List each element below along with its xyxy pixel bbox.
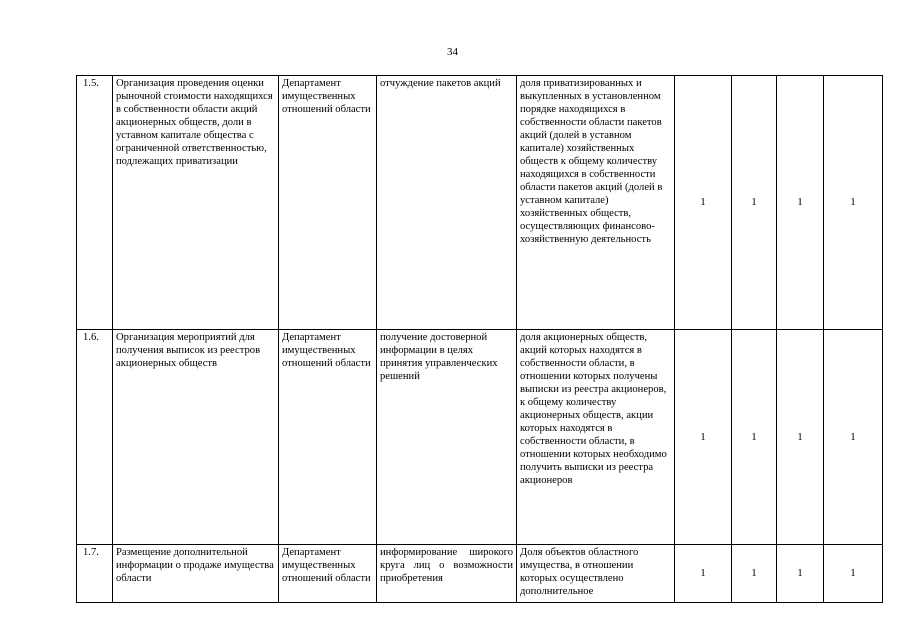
indicator-cell: доля приватизированных и выкупленных в установленном порядке находящихся в собственности области пакетов акций (долей в уставном капитале) хозяйственных обществ к общему количеству находящихся в собственности области пакетов акций (долей в уставном капитале) хозяйственных обществ, осуществляющих финансово-хозяйственную деятельность [517, 76, 675, 330]
page-number: 34 [447, 46, 458, 58]
value-cell: 1 [732, 545, 777, 603]
value-cell: 1 [675, 330, 732, 545]
value-cell: 1 [777, 545, 824, 603]
value-cell: 1 [777, 76, 824, 330]
row-number: 1.6. [77, 330, 113, 545]
table-row [77, 330, 883, 545]
table-row [77, 76, 883, 330]
row-number: 1.7. [77, 545, 113, 603]
value-cell: 1 [824, 545, 883, 603]
executor-cell: Департамент имущественных отношений области [279, 330, 377, 545]
value-cell: 1 [675, 76, 732, 330]
value-cell: 1 [732, 330, 777, 545]
activity-cell: Размещение дополнительной информации о продаже имущества области [113, 545, 279, 603]
indicator-cell: доля акционерных обществ, акций которых находятся в собственности области, в отношении которых получены выписки из реестра акционеров, к общему количеству акционерных обществ, акции которых находятся в собственности области, в отношении которых необходимо получить выписки из реестра акционеров [517, 330, 675, 545]
activity-cell: Организация мероприятий для получения выписок из реестров акционерных обществ [113, 330, 279, 545]
result-cell: отчуждение пакетов акций [377, 76, 517, 330]
result-cell: получение достоверной информации в целях принятия управленческих решений [377, 330, 517, 545]
value-cell: 1 [777, 330, 824, 545]
value-cell: 1 [824, 76, 883, 330]
value-cell: 1 [675, 545, 732, 603]
row-number: 1.5. [77, 76, 113, 330]
activity-cell: Организация проведения оценки рыночной стоимости находящихся в собственности области акций акционерных обществ, доли в уставном капитале общества с ограниченной ответственностью, подлежащих приватизации [113, 76, 279, 330]
executor-cell: Департамент имущественных отношений области [279, 545, 377, 603]
table-row [77, 545, 883, 603]
value-cell: 1 [824, 330, 883, 545]
value-cell: 1 [732, 76, 777, 330]
indicator-cell: Доля объектов областного имущества, в отношении которых осуществлено дополнительное [517, 545, 675, 603]
executor-cell: Департамент имущественных отношений области [279, 76, 377, 330]
result-cell: информирование широкого круга лиц о возможности приобретения [377, 545, 517, 603]
program-activities-table [76, 75, 883, 603]
